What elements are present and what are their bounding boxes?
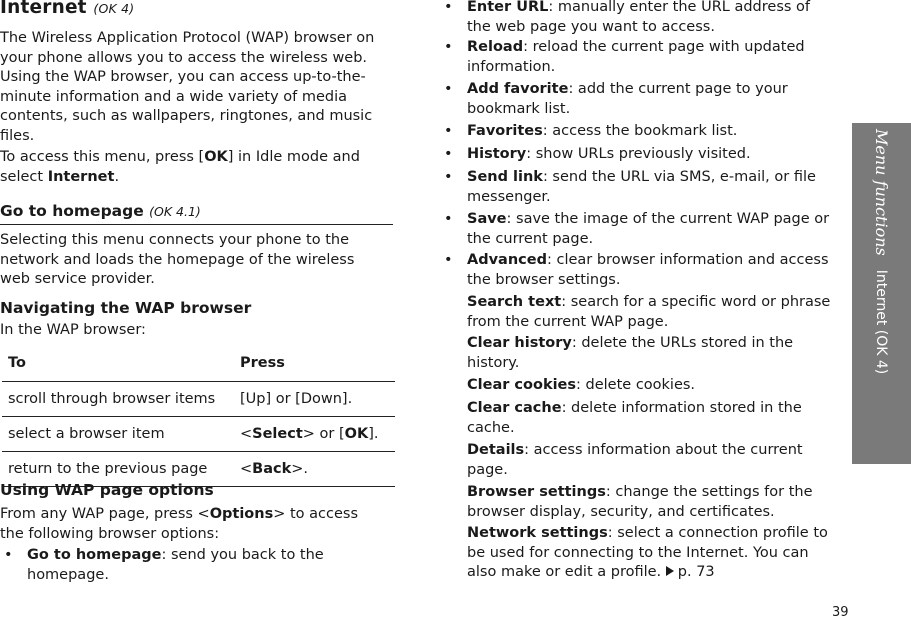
table-row bbox=[2, 417, 395, 452]
bullet-term: Send link bbox=[467, 169, 543, 185]
sub-term: Browser settings bbox=[467, 484, 606, 500]
sub-text: : change the settings for the browser display, security, and certificates. bbox=[467, 484, 813, 520]
bullet-term: Save bbox=[467, 211, 507, 227]
nav-intro: In the WAP browser: bbox=[0, 322, 146, 338]
sub-term: Clear history bbox=[467, 335, 572, 351]
sub-list-item bbox=[467, 524, 837, 583]
bullet-text: : access the bookmark list. bbox=[542, 123, 738, 139]
press-mid: > or [ bbox=[302, 426, 345, 442]
press-key: Select bbox=[252, 426, 303, 442]
side-tab-text bbox=[852, 123, 911, 464]
bullet-text: : save the image of the current WAP page or the current page. bbox=[467, 211, 830, 247]
list-item bbox=[444, 210, 837, 249]
nav-heading: Navigating the WAP browser bbox=[0, 299, 252, 317]
access-target: Internet bbox=[47, 168, 115, 185]
section-side-tab bbox=[852, 123, 911, 464]
side-tab-sub: Internet (OK 4) bbox=[873, 269, 890, 375]
bullet-dot: • bbox=[444, 211, 453, 227]
list-item bbox=[444, 145, 837, 165]
list-item bbox=[444, 38, 837, 77]
list-item bbox=[444, 168, 837, 207]
bullet-term: Enter URL bbox=[467, 0, 549, 15]
bullet-text: : send you back to the homepage. bbox=[27, 547, 324, 583]
bullet-term: Reload bbox=[467, 39, 524, 55]
sub-text: : select a connection profile to be used for connecting to the Internet. You can also make or edit a profile. bbox=[467, 525, 828, 580]
bullet-term: History bbox=[467, 146, 527, 162]
opts-key: Options bbox=[209, 506, 274, 522]
table-header-press: Press bbox=[234, 345, 395, 382]
opts-pre: From any WAP page, press < bbox=[0, 506, 210, 522]
access-instruction bbox=[0, 148, 392, 187]
press-key: OK bbox=[344, 426, 369, 442]
opts-heading: Using WAP page options bbox=[0, 481, 214, 499]
sub-term: Details bbox=[467, 442, 525, 458]
table-cell-press bbox=[234, 417, 395, 452]
bullet-term: Add favorite bbox=[467, 81, 569, 97]
table-header-row bbox=[2, 345, 395, 382]
sub-text: : delete cookies. bbox=[576, 377, 696, 393]
table-cell-to: scroll through browser items bbox=[2, 382, 234, 417]
goto-title: Go to homepage bbox=[0, 202, 144, 220]
list-item bbox=[444, 80, 837, 119]
bullet-term: Favorites bbox=[467, 123, 543, 139]
opts-intro bbox=[0, 505, 385, 544]
access-end: . bbox=[114, 168, 120, 185]
sub-text: : delete the URLs stored in the history. bbox=[467, 335, 794, 371]
bullet-text: : send the URL via SMS, e-mail, or file messenger. bbox=[467, 169, 816, 205]
intro-paragraph: The Wireless Application Protocol (WAP) browser on your phone allows you to access the wireless web. Using the WAP browser, you can access up-to-the-minute information and a wide variety of media contents, such as wallpapers, ringtones, and music files. bbox=[0, 30, 375, 144]
sub-term: Clear cookies bbox=[467, 377, 577, 393]
bullet-dot: • bbox=[444, 146, 453, 162]
access-key: OK bbox=[204, 149, 228, 165]
bullet-text: : clear browser information and access the browser settings. bbox=[467, 252, 829, 288]
key-table bbox=[2, 345, 395, 487]
access-mid: ] in Idle mode and select bbox=[0, 149, 360, 185]
goto-rule bbox=[0, 224, 393, 225]
list-item bbox=[4, 546, 367, 585]
sub-list-item bbox=[467, 376, 837, 396]
sub-list-item bbox=[467, 293, 837, 332]
bullet-dot: • bbox=[444, 169, 453, 185]
sub-list-item bbox=[467, 441, 837, 480]
page-title bbox=[0, 0, 134, 18]
goto-code: (OK 4.1) bbox=[149, 204, 201, 219]
bullet-text: : show URLs previously visited. bbox=[526, 146, 751, 162]
table-cell-to: select a browser item bbox=[2, 417, 234, 452]
opts-end: > to access the following browser options: bbox=[0, 506, 359, 542]
sub-text: : search for a specific word or phrase from the current WAP page. bbox=[467, 294, 831, 330]
press-pre: < bbox=[240, 426, 253, 442]
table-cell-press bbox=[234, 452, 395, 487]
side-tab-section: Menu functions bbox=[872, 129, 891, 256]
table-cell-to: return to the previous page bbox=[2, 452, 234, 487]
sub-list-item bbox=[467, 399, 837, 438]
bullet-dot: • bbox=[444, 39, 453, 55]
press-end: ]. bbox=[368, 426, 379, 442]
title-text: Internet bbox=[0, 0, 87, 18]
title-code: (OK 4) bbox=[93, 1, 135, 16]
bullet-dot: • bbox=[4, 547, 13, 563]
bullet-dot: • bbox=[444, 81, 453, 97]
bullet-term: Advanced bbox=[467, 252, 547, 268]
sub-text: : delete information stored in the cache. bbox=[467, 400, 802, 436]
sub-list-item bbox=[467, 483, 837, 522]
goto-text: Selecting this menu connects your phone to the network and loads the homepage of the wireless web service provider. bbox=[0, 232, 355, 287]
table-row bbox=[2, 382, 395, 417]
bullet-text: : add the current page to your bookmark list. bbox=[467, 81, 788, 117]
goto-heading bbox=[0, 202, 201, 220]
page-reference: p. 73 bbox=[677, 564, 715, 580]
list-item bbox=[444, 122, 837, 142]
bullet-text: : manually enter the URL address of the web page you want to access. bbox=[467, 0, 811, 35]
press-end: >. bbox=[291, 461, 308, 477]
table-header-to: To bbox=[2, 345, 234, 382]
sub-term: Clear cache bbox=[467, 400, 562, 416]
sub-list-item bbox=[467, 334, 837, 373]
sub-text: : access information about the current page. bbox=[467, 442, 803, 478]
bullet-dot: • bbox=[444, 0, 453, 15]
bullet-text: : reload the current page with updated information. bbox=[467, 39, 805, 75]
access-pre: To access this menu, press [ bbox=[0, 149, 205, 165]
sub-term: Network settings bbox=[467, 525, 608, 541]
bullet-term: Go to homepage bbox=[27, 547, 162, 563]
press-pre: < bbox=[240, 461, 253, 477]
table-cell-press: [Up] or [Down]. bbox=[234, 382, 395, 417]
list-item bbox=[444, 251, 837, 290]
arrow-right-icon bbox=[666, 566, 674, 576]
sub-term: Search text bbox=[467, 294, 562, 310]
bullet-dot: • bbox=[444, 252, 453, 268]
list-item bbox=[444, 0, 837, 37]
press-key: Back bbox=[252, 461, 292, 477]
page-number: 39 bbox=[832, 605, 849, 620]
bullet-dot: • bbox=[444, 123, 453, 139]
